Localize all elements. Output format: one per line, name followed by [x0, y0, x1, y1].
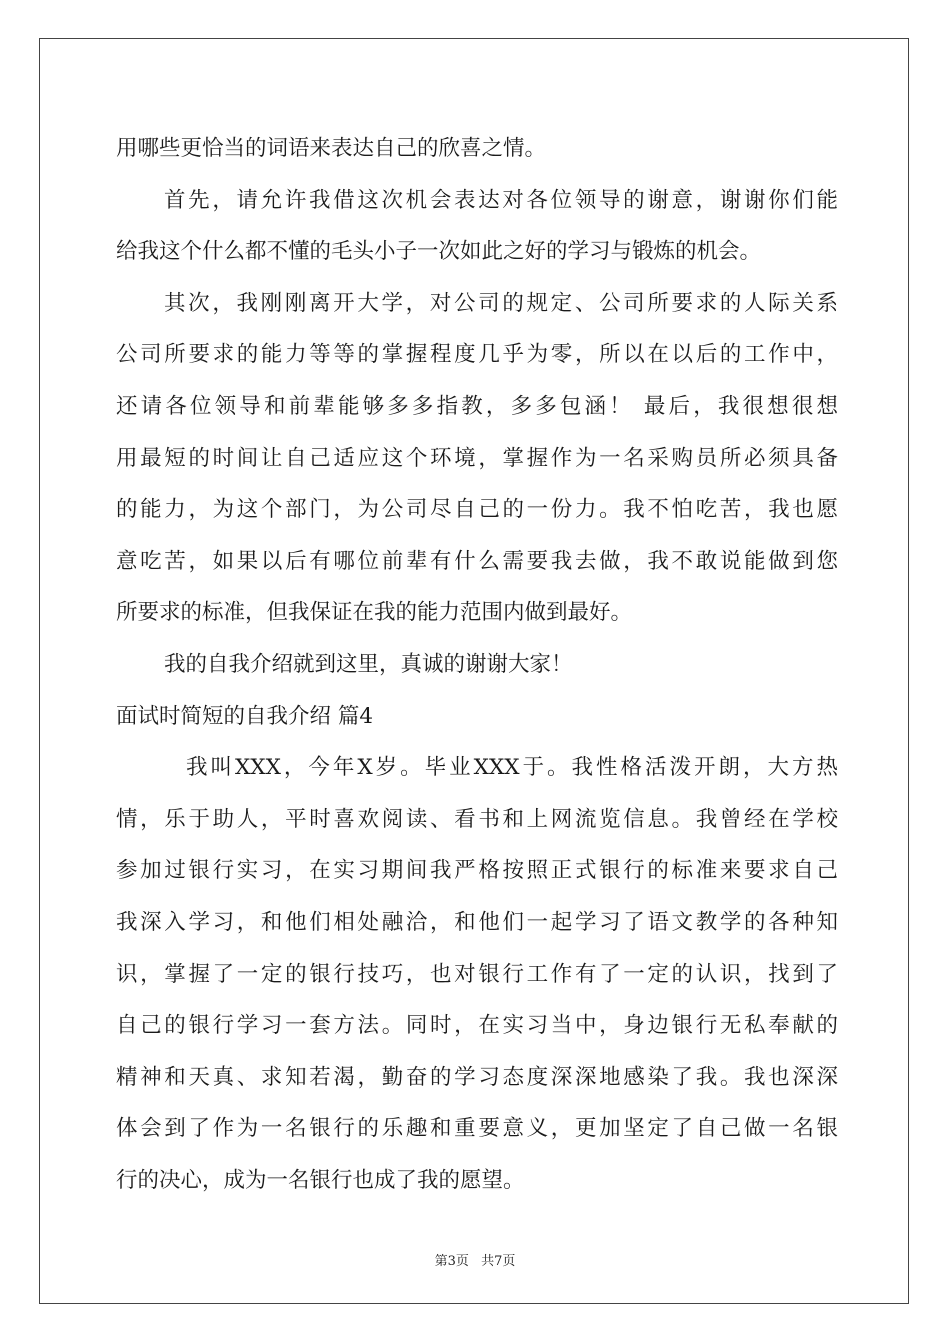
section-heading: 面试时简短的自我介绍 篇4 [116, 703, 374, 729]
page-number-current: 第3页 [434, 1254, 469, 1269]
text-line: 意吃苦，如果以后有哪位前辈有什么需要我去做，我不敢说能做到您 [116, 548, 838, 574]
text-line: 用最短的时间让自己适应这个环境，掌握作为一名采购员所必须具备 [116, 445, 838, 471]
text-line: 精神和天真、求知若渴，勤奋的学习态度深深地感染了我。我也深深 [116, 1064, 838, 1090]
text-line: 自己的银行学习一套方法。同时，在实习当中，身边银行无私奉献的 [116, 1013, 838, 1039]
text-line: 行的决心，成为一名银行也成了我的愿望。 [116, 1167, 525, 1193]
text-line: 我叫XXX，今年X岁。毕业XXX于。我性格活泼开朗，大方热 [186, 755, 838, 781]
page-footer [0, 1250, 950, 1269]
text-line: 用哪些更恰当的词语来表达自己的欣喜之情。 [116, 136, 547, 161]
text-line: 公司所要求的能力等等的掌握程度几乎为零，所以在以后的工作中， [116, 342, 838, 368]
text-line: 体会到了作为一名银行的乐趣和重要意义，更加坚定了自己做一名银 [116, 1116, 838, 1142]
text-line: 我的自我介绍就到这里，真诚的谢谢大家！ [164, 651, 573, 677]
text-line: 我深入学习，和他们相处融洽，和他们一起学习了语文教学的各种知 [116, 909, 838, 935]
text-line: 识，掌握了一定的银行技巧，也对银行工作有了一定的认识，找到了 [116, 961, 838, 987]
paragraph-block-2 [116, 742, 838, 1206]
text-line: 首先，请允许我借这次机会表达对各位领导的谢意，谢谢你们能 [164, 187, 838, 213]
paragraph-block-1 [116, 123, 838, 691]
text-line: 还请各位领导和前辈能够多多指教，多多包涵！ 最后，我很想很想 [116, 393, 838, 419]
text-line: 的能力，为这个部门，为公司尽自己的一份力。我不怕吃苦，我也愿 [116, 497, 838, 523]
text-line: 参加过银行实习，在实习期间我严格按照正式银行的标准来要求自己 [116, 858, 838, 884]
page-number-total: 共7页 [481, 1254, 516, 1269]
text-line: 给我这个什么都不懂的毛头小子一次如此之好的学习与锻炼的机会。 [116, 239, 762, 265]
text-line: 所要求的标准，但我保证在我的能力范围内做到最好。 [116, 600, 633, 626]
document-body [116, 123, 838, 1206]
text-line: 情，乐于助人，平时喜欢阅读、看书和上网流览信息。我曾经在学校 [116, 806, 838, 832]
text-line: 其次，我刚刚离开大学，对公司的规定、公司所要求的人际关系 [164, 290, 838, 316]
